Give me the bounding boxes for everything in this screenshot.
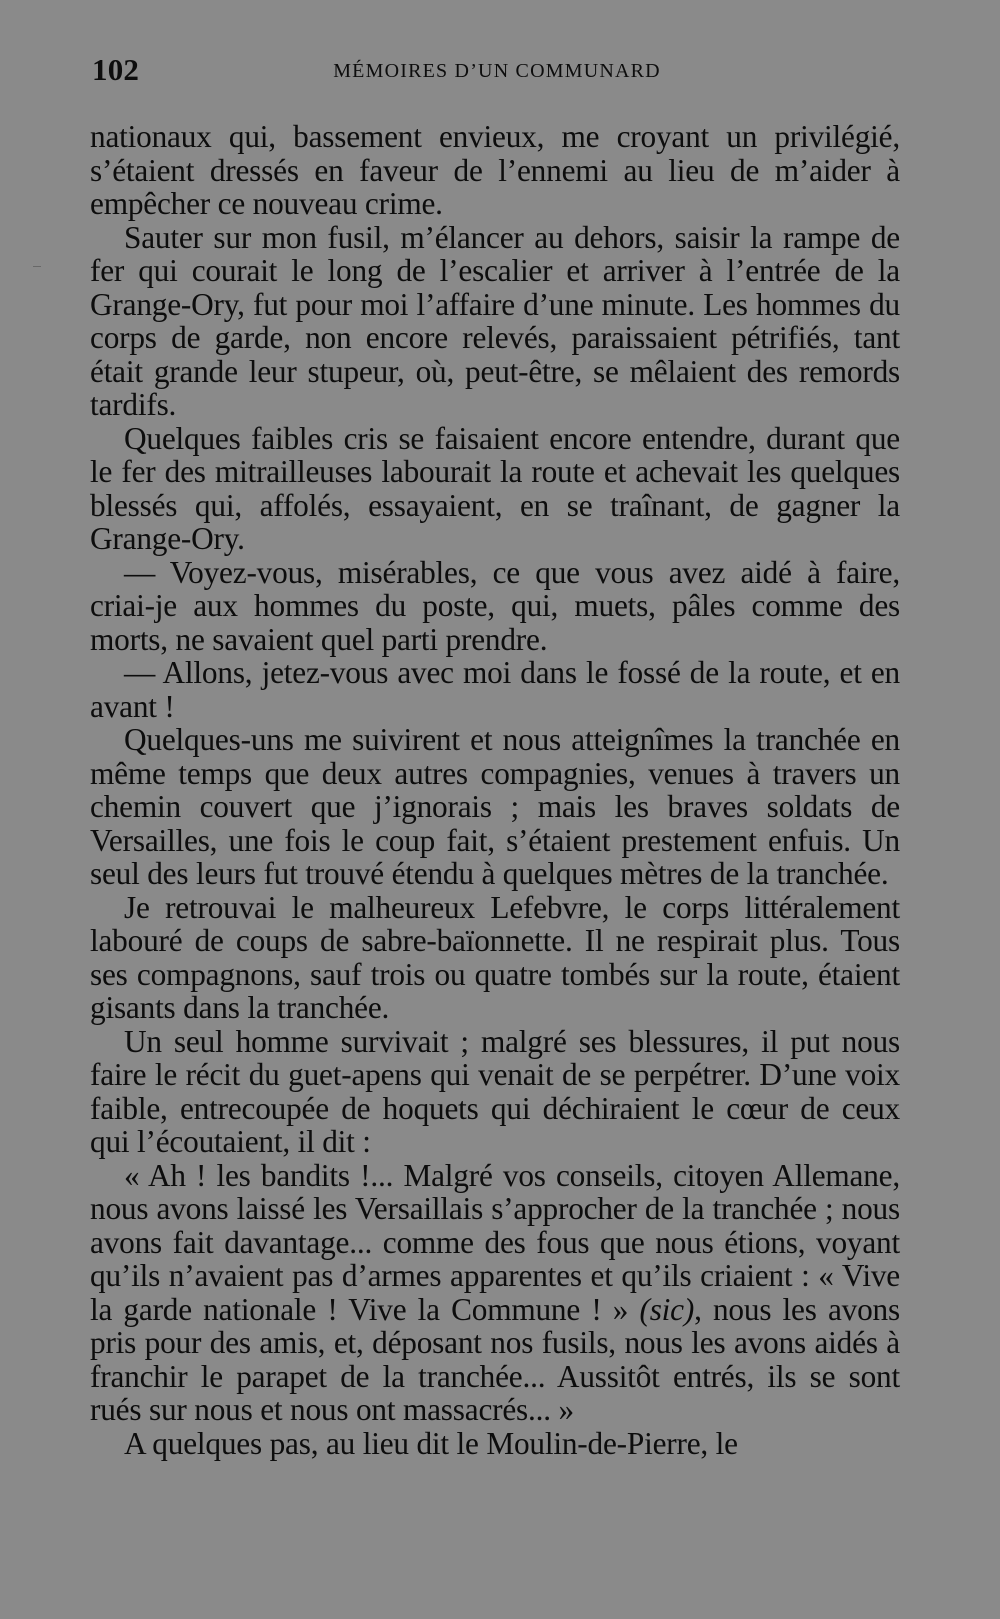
- paragraph-7: Je retrouvai le malheureux Lefebvre, le corps littéralement labouré de coups de sabre-baïonnette. Il ne respirait plus. Tous ses compagnons, sauf trois ou quatre tombés sur la route, étaient gisants dans la tranchée.: [90, 889, 900, 1025]
- margin-mark: [33, 266, 41, 267]
- paragraph-4: — Voyez-vous, misérables, ce que vous avez aidé à faire, criai-je aux hommes du poste, qui, muets, pâles comme des morts, ne savaient quel parti prendre.: [90, 554, 900, 657]
- running-title: MÉMOIRES D’UN COMMUNARD: [333, 60, 661, 82]
- sic-note: (sic): [639, 1291, 695, 1327]
- paragraph-6: Quelques-uns me suivirent et nous atteignîmes la tranchée en même temps que deux autres compagnies, venues à travers un chemin couvert que j’ignorais ; mais les braves soldats de Versailles, une fois le coup fait, s’étaient prestement enfuis. Un seul des leurs fut trouvé étendu à quelques mètres de la tranchée.: [90, 722, 900, 891]
- final-line: A quelques pas, au lieu dit le Moulin-de-Pierre, le: [124, 1425, 738, 1461]
- paragraph-2: Sauter sur mon fusil, m’élancer au dehors, saisir la rampe de fer qui courait le long de l’escalier et arriver à l’entrée de la Grange-Ory, fut pour moi l’affaire d’une minute. Les hommes du corps de garde, non encore relevés, paraissaient pétrifiés, tant était grande leur stupeur, où, peut-être, se mêlaient des remords tardifs.: [90, 219, 900, 422]
- paragraph-1: nationaux qui, bassement envieux, me croyant un privilégié, s’étaient dressés en faveur de l’ennemi au lieu de m’aider à empêcher ce nouveau crime.: [90, 119, 900, 221]
- quoted-paragraph: [90, 1159, 900, 1427]
- quote-part-1: « Ah ! les bandits !... Malgré vos conseils, citoyen Allemane, nous avons laissé les Versaillais s’approcher de la tranchée ; nous avons fait davantage... comme des fous que nous étions, voyant qu’ils n’avaient pas d’armes apparentes et qu’ils criaient : « Vive la garde nationale ! Vive la Commune ! »: [90, 1157, 900, 1327]
- quote-part-2: , nous les avons pris pour des amis, et, déposant nos fusils, nous les avons aidés à franchir le parapet de la tranchée... Aussitôt entrés, ils se sont rués sur nous et nous ont massacrés... »: [90, 1291, 900, 1427]
- body-text: [90, 120, 900, 1460]
- paragraph-3: Quelques faibles cris se faisaient encore entendre, durant que le fer des mitrailleuses labourait la route et achevait les quelques blessés qui, affolés, essayaient, en se traînant, de gagner la Grange-Ory.: [90, 420, 900, 556]
- paragraph-5: — Allons, jetez-vous avec moi dans le fossé de la route, et en avant !: [90, 655, 900, 724]
- paragraph-8: Un seul homme survivait ; malgré ses blessures, il put nous faire le récit du guet-apens qui venait de se perpétrer. D’une voix faible, entrecoupée de hoquets qui déchiraient le cœur de ceux qui l’écoutaient, il dit :: [90, 1023, 900, 1159]
- page-number: 102: [92, 52, 140, 87]
- page-header: [92, 52, 902, 96]
